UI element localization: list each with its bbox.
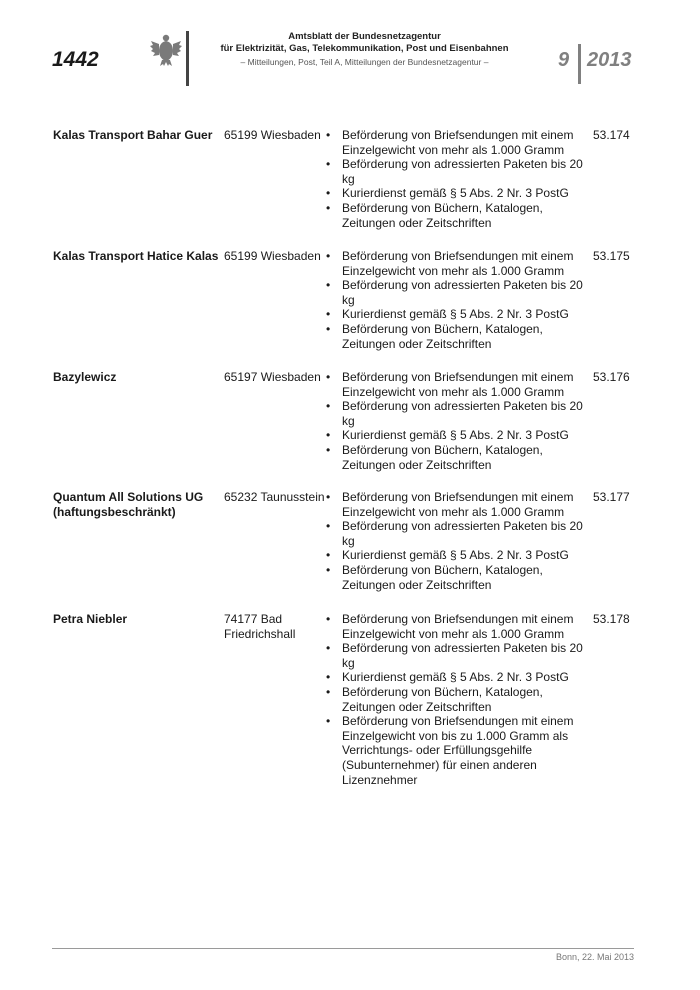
licensee-place: 65199 Wiesbaden [224,128,321,142]
service-item: • Beförderung von Briefsendungen mit einem Einzelgewicht von bis zu 1.000 Gramm als Verrichtungs- oder Erfüllungsgehilfe (Subunternehmer) für einen anderen Lizenznehmer [326,714,574,787]
footer-date: Bonn, 22. Mai 2013 [555,952,634,962]
bullet-icon: • [326,670,331,685]
licensee-name: Quantum All Solutions UG (haftungsbeschränkt) [53,490,204,519]
service-item: • Beförderung von Büchern, Katalogen, Zeitungen oder Zeitschriften [326,442,543,472]
licensee-place: 65199 Wiesbaden [224,249,321,263]
service-item: • Beförderung von Büchern, Katalogen, Zeitungen oder Zeitschriften [326,321,543,351]
service-item: • Beförderung von Büchern, Katalogen, Zeitungen oder Zeitschriften [326,200,543,230]
service-item: • Beförderung von Briefsendungen mit einem Einzelgewicht von mehr als 1.000 Gramm [326,490,574,519]
service-item: • Kurierdienst gemäß § 5 Abs. 2 Nr. 3 PostG [326,670,569,685]
service-list [324,249,590,351]
bullet-icon: • [326,684,331,699]
registration-number: 53.174 [593,128,630,142]
bullet-icon: • [326,442,331,457]
service-item: • Beförderung von adressierten Paketen bis 20 kg [326,641,583,670]
bullet-icon: • [326,399,331,414]
licensee-name: Kalas Transport Hatice Kalas [53,249,219,263]
service-item: • Kurierdienst gemäß § 5 Abs. 2 Nr. 3 PostG [326,307,569,322]
bullet-icon: • [326,612,331,626]
service-item: • Beförderung von adressierten Paketen bis 20 kg [326,157,583,186]
service-item: • Beförderung von Briefsendungen mit einem Einzelgewicht von mehr als 1.000 Gramm [326,249,574,278]
licensee-name: Bazylewicz [53,370,117,384]
bullet-icon: • [326,186,331,201]
footer-divider [52,948,634,949]
registration-number: 53.176 [593,370,630,384]
bullet-icon: • [326,157,331,172]
service-item: • Beförderung von Briefsendungen mit einem Einzelgewicht von mehr als 1.000 Gramm [326,370,574,399]
service-item: • Beförderung von adressierten Paketen bis 20 kg [326,519,583,548]
service-item: • Beförderung von Briefsendungen mit einem Einzelgewicht von mehr als 1.000 Gramm [326,612,574,641]
journal-subtitle: – Mitteilungen, Post, Teil A, Mitteilungen der Bundesnetzagentur – [240,57,489,67]
licensee-place: 74177 Bad Friedrichshall [224,612,296,641]
page-number: 1442 [52,48,99,71]
journal-title-line-1: Amtsblatt der Bundesnetzagentur [288,31,441,42]
bullet-icon: • [326,370,331,384]
bullet-icon: • [326,548,331,563]
licensee-name: Petra Niebler [53,612,128,626]
service-list [324,612,590,787]
bullet-icon: • [326,641,331,656]
issue-number: 9 [558,49,570,71]
bullet-icon: • [326,714,331,729]
service-item: • Beförderung von Büchern, Katalogen, Zeitungen oder Zeitschriften [326,562,543,592]
bullet-icon: • [326,200,331,215]
bullet-icon: • [326,321,331,336]
service-item: • Beförderung von adressierten Paketen bis 20 kg [326,399,583,428]
service-item: • Kurierdienst gemäß § 5 Abs. 2 Nr. 3 PostG [326,548,569,563]
licensee-place: 65197 Wiesbaden [224,370,321,384]
registration-number: 53.175 [593,249,630,263]
licensee-place: 65232 Taunusstein [224,490,325,504]
bullet-icon: • [326,278,331,293]
registration-number: 53.178 [593,612,630,626]
journal-title-line-2: für Elektrizität, Gas, Telekommunikation, Post und Eisenbahnen [220,43,509,54]
service-list [324,370,590,472]
service-list [324,490,590,592]
bullet-icon: • [326,428,331,443]
issue-year: 2013 [587,49,632,71]
service-item: • Beförderung von Büchern, Katalogen, Zeitungen oder Zeitschriften [326,684,543,714]
service-item: • Kurierdienst gemäß § 5 Abs. 2 Nr. 3 PostG [326,428,569,443]
service-item: • Kurierdienst gemäß § 5 Abs. 2 Nr. 3 PostG [326,186,569,201]
bullet-icon: • [326,307,331,322]
bullet-icon: • [326,519,331,534]
bullet-icon: • [326,490,331,504]
bullet-icon: • [326,128,331,142]
bullet-icon: • [326,562,331,577]
service-item: • Beförderung von adressierten Paketen bis 20 kg [326,278,583,307]
service-list [324,128,590,230]
registration-number: 53.177 [593,490,630,504]
service-item: • Beförderung von Briefsendungen mit einem Einzelgewicht von mehr als 1.000 Gramm [326,128,574,157]
licensee-name: Kalas Transport Bahar Guer [53,128,213,142]
bullet-icon: • [326,249,331,263]
